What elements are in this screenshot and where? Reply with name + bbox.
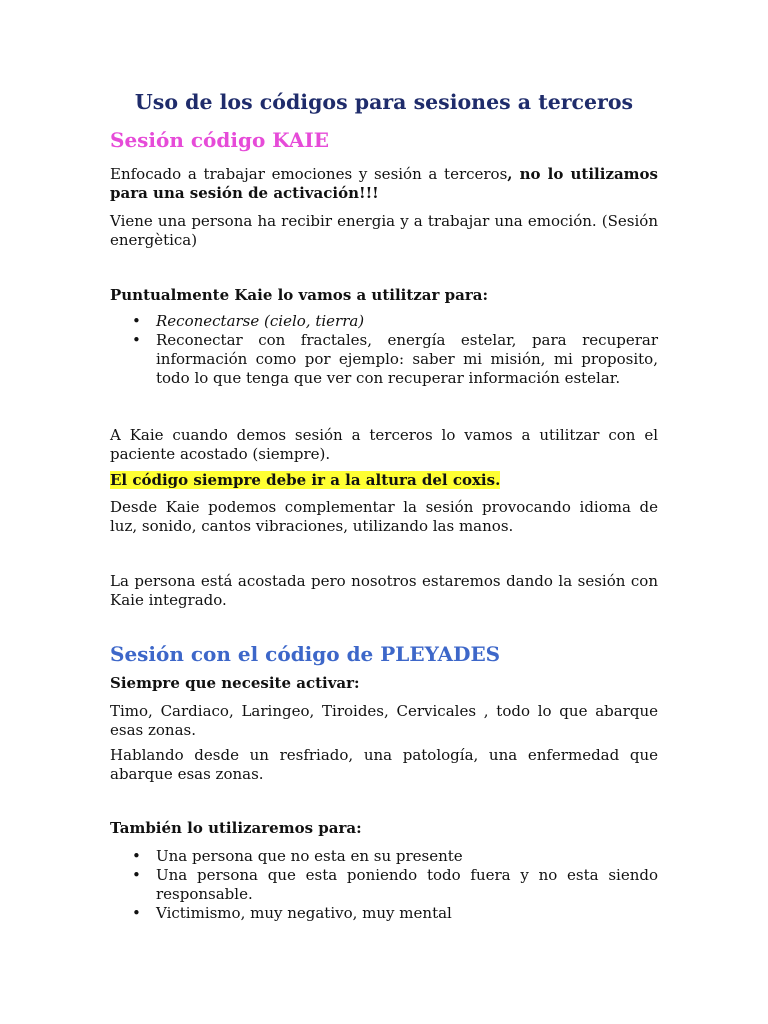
kaie-complement-paragraph: Desde Kaie podemos complementar la sesión provocando idioma de luz, sonido, cantos vibraciones, utilizando las manos.	[110, 498, 658, 535]
list-item: • Victimismo, muy negativo, muy mental	[132, 904, 452, 922]
pleyades-subheading: Siempre que necesite activar:	[110, 674, 360, 692]
kaie-uses-heading: Puntualmente Kaie lo vamos a utilitzar para:	[110, 286, 489, 304]
list-item: • Reconectar con fractales, energía estelar, para recuperar información como por ejemplo: saber mi misión, mi proposito, todo lo que tenga que ver con recuperar información estelar.	[132, 331, 658, 387]
list-item: • Reconectarse (cielo, tierra)	[132, 312, 365, 330]
kaie-intro-paragraph	[110, 165, 658, 203]
highlighted-text: El código siempre debe ir a la altura del coxis.	[110, 471, 501, 489]
pleyades-cold-paragraph: Hablando desde un resfriado, una patología, una enfermedad que abarque esas zonas.	[110, 746, 658, 783]
bullet-icon: •	[132, 904, 141, 922]
bullet-icon: •	[132, 312, 141, 330]
bullet-icon: •	[132, 866, 141, 884]
page-title: Uso de los códigos para sesiones a terceros	[134, 90, 634, 114]
kaie-energy-paragraph: Viene una persona ha recibir energia y a trabajar una emoción. (Sesión energètica)	[110, 212, 658, 249]
section-heading-kaie: Sesión código KAIE	[110, 128, 329, 152]
pleyades-uses-list	[110, 847, 658, 923]
list-item: • Una persona que no esta en su presente	[132, 847, 463, 865]
bullet-icon: •	[132, 331, 141, 349]
kaie-uses-list	[110, 312, 658, 388]
kaie-integrated-paragraph: La persona está acostada pero nosotros estaremos dando la sesión con Kaie integrado.	[110, 572, 658, 609]
section-heading-pleyades: Sesión con el código de PLEYADES	[110, 642, 501, 666]
pleyades-zones-paragraph: Timo, Cardiaco, Laringeo, Tiroides, Cervicales , todo lo que abarque esas zonas.	[110, 702, 658, 739]
kaie-patient-paragraph: A Kaie cuando demos sesión a terceros lo vamos a utilitzar con el paciente acostado (siempre).	[110, 426, 658, 463]
pleyades-also-heading: También lo utilizaremos para:	[110, 819, 362, 837]
bullet-icon: •	[132, 847, 141, 865]
kaie-intro-normal: Enfocado a trabajar emociones y sesión a terceros	[110, 165, 508, 183]
list-item: • Una persona que esta poniendo todo fuera y no esta siendo responsable.	[132, 866, 658, 903]
kaie-intro-bold: , no lo utilizamos para una sesión de activación!!!	[110, 165, 658, 202]
kaie-coxis-paragraph	[110, 471, 658, 490]
